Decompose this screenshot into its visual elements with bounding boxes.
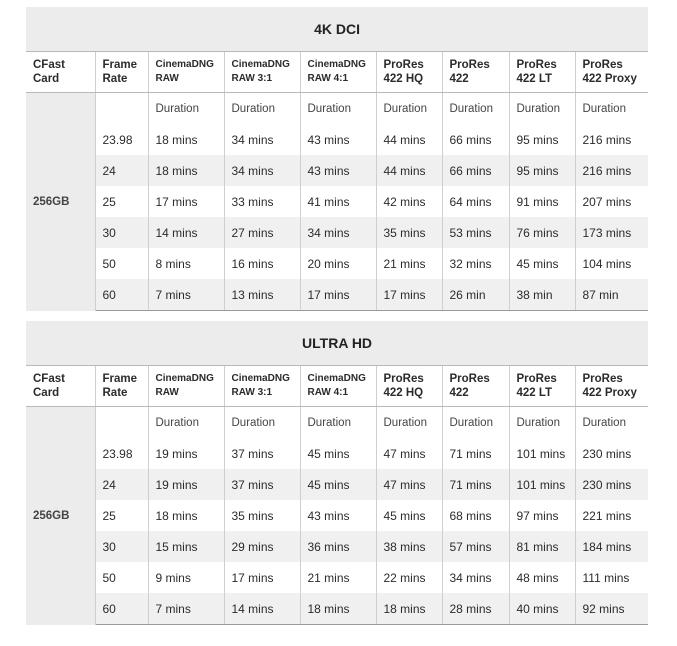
- table-row: [26, 186, 648, 217]
- column-header: [509, 52, 575, 93]
- duration-cell: 45 mins: [509, 248, 575, 279]
- duration-cell: 43 mins: [300, 500, 376, 531]
- frame-rate-cell: 60: [95, 593, 148, 625]
- column-header: [442, 52, 509, 93]
- frame-rate-cell: 30: [95, 217, 148, 248]
- frame-rate-cell: 25: [102, 508, 116, 523]
- table-4k-dci: [26, 7, 648, 311]
- column-header-line: Frame: [102, 373, 138, 385]
- table-row: [26, 124, 648, 155]
- column-header: [148, 366, 224, 407]
- frame-rate-cell: 24: [95, 155, 148, 186]
- duration-cell: 34 mins: [224, 155, 300, 186]
- duration-label: Duration: [224, 93, 300, 125]
- duration-cell: 45 mins: [376, 500, 442, 531]
- duration-cell: 47 mins: [376, 438, 442, 469]
- column-header-line: 422: [449, 387, 469, 399]
- duration-cell: 44 mins: [376, 124, 442, 155]
- duration-cell: 34 mins: [442, 562, 509, 593]
- table-row: [26, 593, 648, 625]
- column-header-line: RAW 4:1: [307, 73, 349, 84]
- column-header-line: RAW 3:1: [231, 387, 273, 398]
- frame-rate-cell: 50: [102, 570, 116, 585]
- table-row: [26, 469, 648, 500]
- duration-cell: 17 mins: [148, 186, 224, 217]
- column-header: [224, 52, 300, 93]
- duration-cell: 37 mins: [224, 469, 300, 500]
- frame-rate-cell: 23.98: [102, 132, 133, 147]
- duration-cell: 40 mins: [509, 593, 575, 625]
- column-header-line: CFast: [33, 373, 65, 385]
- duration-label: Duration: [148, 407, 224, 439]
- table-row: [26, 562, 648, 593]
- duration-label: Duration: [376, 93, 442, 125]
- duration-cell: 32 mins: [442, 248, 509, 279]
- duration-cell: 17 mins: [224, 562, 300, 593]
- duration-cell: 13 mins: [224, 279, 300, 311]
- duration-cell: 33 mins: [224, 186, 300, 217]
- duration-cell: 17 mins: [376, 279, 442, 311]
- duration-cell: 81 mins: [509, 531, 575, 562]
- column-header: [376, 52, 442, 93]
- empty-cell: [95, 407, 148, 439]
- duration-cell: 42 mins: [376, 186, 442, 217]
- duration-cell: 35 mins: [224, 500, 300, 531]
- column-header-line: ProRes: [449, 373, 490, 385]
- column-header-line: ProRes: [516, 373, 557, 385]
- column-header: [26, 366, 95, 407]
- duration-cell: 87 min: [575, 279, 648, 311]
- duration-cell: 41 mins: [300, 186, 376, 217]
- frame-rate-cell: 30: [95, 531, 148, 562]
- duration-cell: 95 mins: [509, 124, 575, 155]
- duration-cell: 48 mins: [509, 562, 575, 593]
- duration-cell: 18 mins: [148, 124, 224, 155]
- duration-cell: 38 min: [509, 279, 575, 311]
- duration-cell: 18 mins: [148, 155, 224, 186]
- duration-cell: 104 mins: [575, 248, 648, 279]
- column-header-line: ProRes: [582, 59, 623, 71]
- table-title: ULTRA HD: [26, 321, 648, 366]
- column-header: [95, 52, 148, 93]
- column-header: [148, 52, 224, 93]
- duration-cell: 173 mins: [575, 217, 648, 248]
- column-header-line: 422 LT: [516, 387, 553, 399]
- duration-cell: 38 mins: [376, 531, 442, 562]
- duration-cell: 53 mins: [442, 217, 509, 248]
- duration-label: Duration: [575, 407, 648, 439]
- duration-cell: 64 mins: [442, 186, 509, 217]
- column-header: [26, 52, 95, 93]
- column-header-line: RAW 3:1: [231, 73, 273, 84]
- column-header-line: Card: [33, 387, 60, 399]
- duration-cell: 14 mins: [148, 217, 224, 248]
- table-row: [26, 217, 648, 248]
- frame-rate-cell: 24: [95, 469, 148, 500]
- column-header: [575, 366, 648, 407]
- frame-rate-cell: 60: [95, 279, 148, 311]
- duration-cell: 14 mins: [224, 593, 300, 625]
- table-row: [26, 279, 648, 311]
- duration-cell: 19 mins: [148, 438, 224, 469]
- duration-cell: 9 mins: [148, 562, 224, 593]
- column-header-line: Card: [33, 73, 60, 85]
- column-header-line: CinemaDNG: [155, 373, 214, 384]
- duration-cell: 68 mins: [442, 500, 509, 531]
- duration-label: Duration: [442, 93, 509, 125]
- column-header-line: ProRes: [516, 59, 557, 71]
- duration-cell: 230 mins: [575, 469, 648, 500]
- duration-cell: 19 mins: [148, 469, 224, 500]
- duration-cell: 216 mins: [575, 155, 648, 186]
- column-header: [509, 366, 575, 407]
- duration-cell: 15 mins: [148, 531, 224, 562]
- duration-cell: 71 mins: [442, 438, 509, 469]
- column-header-line: CinemaDNG: [307, 59, 366, 70]
- duration-cell: 26 min: [442, 279, 509, 311]
- duration-cell: 57 mins: [442, 531, 509, 562]
- duration-cell: 45 mins: [300, 469, 376, 500]
- column-header-line: RAW: [155, 387, 179, 398]
- table-ultra-hd: [26, 321, 648, 625]
- duration-label: Duration: [300, 407, 376, 439]
- table-row: [26, 531, 648, 562]
- duration-cell: 97 mins: [509, 500, 575, 531]
- duration-cell: 184 mins: [575, 531, 648, 562]
- column-header-line: CinemaDNG: [231, 373, 290, 384]
- duration-cell: 18 mins: [376, 593, 442, 625]
- duration-cell: 91 mins: [509, 186, 575, 217]
- duration-cell: 230 mins: [575, 438, 648, 469]
- column-header-line: ProRes: [383, 59, 424, 71]
- column-header-line: Frame: [102, 59, 138, 71]
- duration-cell: 27 mins: [224, 217, 300, 248]
- column-header-line: 422 Proxy: [582, 73, 637, 85]
- duration-cell: 28 mins: [442, 593, 509, 625]
- column-header-line: CFast: [33, 59, 65, 71]
- column-header-line: 422 HQ: [383, 73, 424, 85]
- duration-label: Duration: [224, 407, 300, 439]
- duration-cell: 7 mins: [148, 593, 224, 625]
- duration-cell: 66 mins: [442, 155, 509, 186]
- duration-cell: 18 mins: [148, 500, 224, 531]
- duration-cell: 18 mins: [300, 593, 376, 625]
- column-header: [300, 52, 376, 93]
- empty-cell: [95, 93, 148, 125]
- duration-cell: 47 mins: [376, 469, 442, 500]
- table-row: [26, 155, 648, 186]
- table-row: [26, 438, 648, 469]
- column-header: [224, 366, 300, 407]
- duration-cell: 207 mins: [575, 186, 648, 217]
- duration-cell: 34 mins: [300, 217, 376, 248]
- duration-cell: 43 mins: [300, 124, 376, 155]
- duration-cell: 43 mins: [300, 155, 376, 186]
- frame-rate-cell: 50: [102, 256, 116, 271]
- column-header-line: 422: [449, 73, 469, 85]
- duration-cell: 45 mins: [300, 438, 376, 469]
- column-header-line: 422 LT: [516, 73, 553, 85]
- duration-cell: 34 mins: [224, 124, 300, 155]
- table-row: [26, 248, 648, 279]
- frame-rate-cell: 23.98: [102, 446, 133, 461]
- column-header-line: 422 Proxy: [582, 387, 637, 399]
- column-header: [376, 366, 442, 407]
- duration-cell: 76 mins: [509, 217, 575, 248]
- duration-cell: 37 mins: [224, 438, 300, 469]
- duration-cell: 16 mins: [224, 248, 300, 279]
- card-capacity: 256GB: [26, 407, 95, 625]
- column-header-line: RAW: [155, 73, 179, 84]
- column-header-line: CinemaDNG: [231, 59, 290, 70]
- duration-cell: 71 mins: [442, 469, 509, 500]
- column-header: [95, 366, 148, 407]
- duration-cell: 111 mins: [575, 562, 648, 593]
- column-header: [442, 366, 509, 407]
- duration-cell: 20 mins: [300, 248, 376, 279]
- card-capacity: 256GB: [26, 93, 95, 311]
- duration-cell: 66 mins: [442, 124, 509, 155]
- table-row: [26, 500, 648, 531]
- column-header-line: ProRes: [582, 373, 623, 385]
- duration-cell: 95 mins: [509, 155, 575, 186]
- column-header-line: Rate: [102, 387, 128, 399]
- duration-cell: 221 mins: [575, 500, 648, 531]
- duration-cell: 101 mins: [509, 438, 575, 469]
- duration-cell: 44 mins: [376, 155, 442, 186]
- duration-cell: 8 mins: [148, 248, 224, 279]
- column-header-line: RAW 4:1: [307, 387, 349, 398]
- column-header-line: ProRes: [383, 373, 424, 385]
- duration-label: Duration: [509, 407, 575, 439]
- column-header-line: CinemaDNG: [307, 373, 366, 384]
- column-header-line: Rate: [102, 73, 128, 85]
- duration-cell: 7 mins: [148, 279, 224, 311]
- duration-cell: 36 mins: [300, 531, 376, 562]
- duration-cell: 216 mins: [575, 124, 648, 155]
- column-header: [575, 52, 648, 93]
- duration-label: Duration: [376, 407, 442, 439]
- duration-label: Duration: [575, 93, 648, 125]
- duration-cell: 35 mins: [376, 217, 442, 248]
- duration-cell: 29 mins: [224, 531, 300, 562]
- duration-cell: 101 mins: [509, 469, 575, 500]
- table-title: 4K DCI: [26, 7, 648, 52]
- duration-cell: 92 mins: [575, 593, 648, 625]
- duration-label: Duration: [509, 93, 575, 125]
- column-header-line: CinemaDNG: [155, 59, 214, 70]
- duration-label: Duration: [300, 93, 376, 125]
- column-header-line: ProRes: [449, 59, 490, 71]
- duration-label: Duration: [442, 407, 509, 439]
- duration-label: Duration: [148, 93, 224, 125]
- column-header: [300, 366, 376, 407]
- duration-cell: 21 mins: [376, 248, 442, 279]
- duration-cell: 22 mins: [376, 562, 442, 593]
- duration-cell: 17 mins: [300, 279, 376, 311]
- frame-rate-cell: 25: [102, 194, 116, 209]
- column-header-line: 422 HQ: [383, 387, 424, 399]
- duration-cell: 21 mins: [300, 562, 376, 593]
